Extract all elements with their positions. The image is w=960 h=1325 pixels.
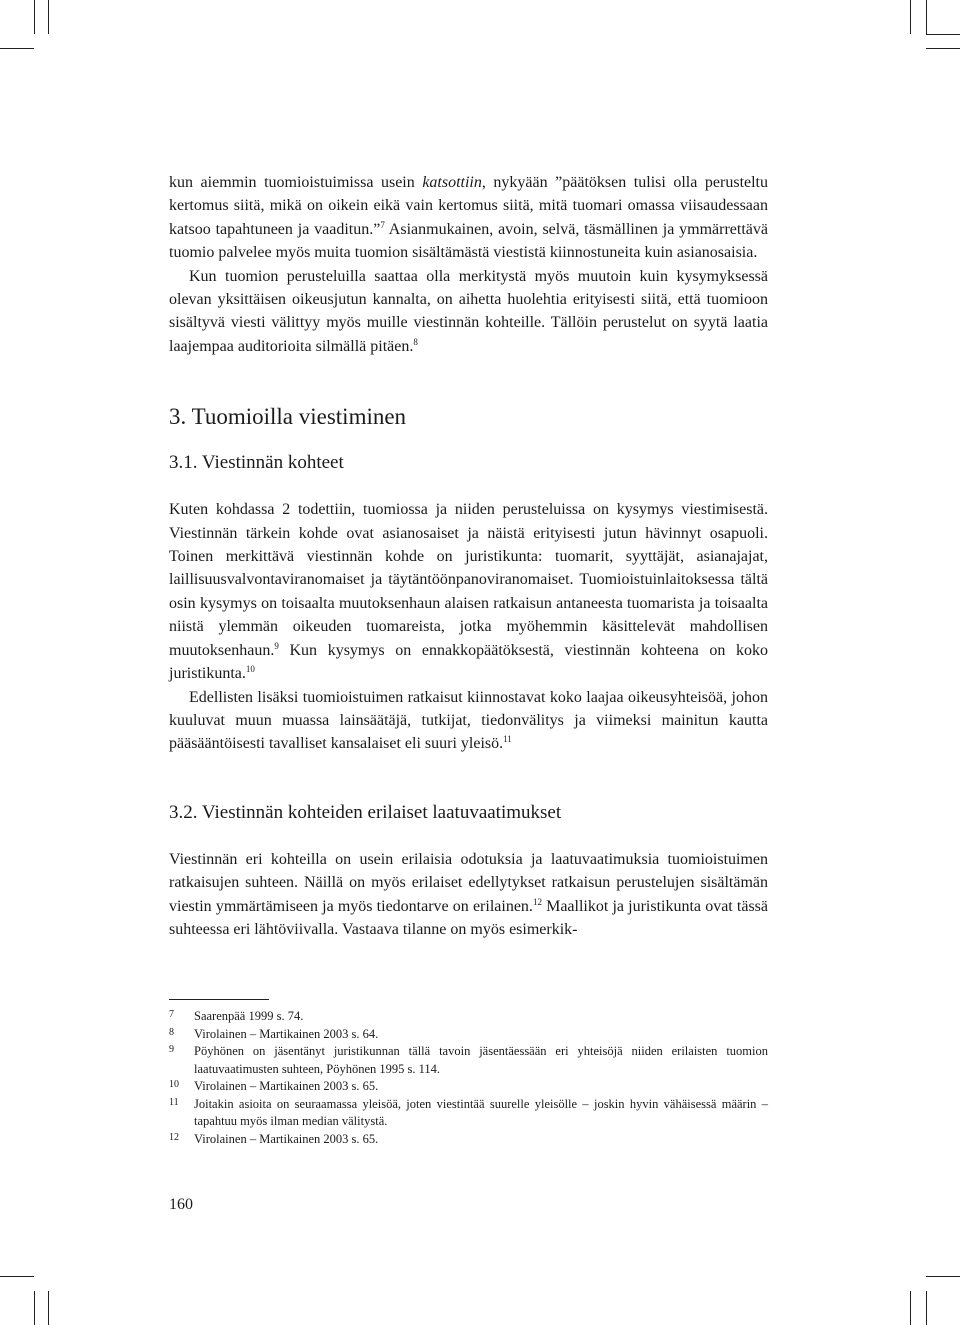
footnote-number: 10 <box>169 1079 179 1090</box>
crop-mark-top-right-v <box>910 0 911 34</box>
crop-mark-top-left-v <box>34 0 35 34</box>
footnote-text: Saarenpää 1999 s. 74. <box>194 1009 304 1023</box>
footnote-ref[interactable]: 9 <box>274 640 279 651</box>
footnote <box>169 1026 768 1044</box>
footnote <box>169 1043 768 1078</box>
footnotes <box>169 1008 768 1148</box>
crop-mark-top-left-h <box>0 48 34 49</box>
footnote-number: 7 <box>169 1009 174 1020</box>
footnote <box>169 1131 768 1149</box>
crop-mark-top-right-v2 <box>926 0 927 34</box>
footnote-number: 9 <box>169 1044 174 1055</box>
footnote-ref[interactable]: 10 <box>245 664 255 675</box>
subsection-heading-3-2: 3.2. Viestinnän kohteiden erilaiset laatuvaatimukset <box>169 801 562 823</box>
footnote-divider <box>169 999 269 1000</box>
footnote-ref[interactable]: 8 <box>413 336 418 347</box>
footnote-text: Joitakin asioita on seuraamassa yleisöä, joten viestintää suurelle yleisölle – joskin hyvin vähäisessä määrin – tapahtuu myös ilman median välitystä. <box>194 1096 768 1128</box>
crop-mark-bottom-right-h <box>926 1276 960 1277</box>
paragraph-laatuvaatimukset: Viestinnän eri kohteilla on usein erilaisia odotuksia ja laatuvaatimuksia tuomioistuimen ratkaisujen suhteen. Näillä on myös erilaiset edellytykset ratkaisun perustelujen sisältämän viestin ymmärtämiseen ja myös tiedontarve on erilainen.$^{12}$ Maallikot ja juristikunta ovat tässä suhteessa eri lähtöviivalla. Vastaava tilanne on myös esimerkik- <box>169 850 768 938</box>
crop-mark-bottom-left-v <box>34 1291 35 1325</box>
crop-mark-top-right-h2 <box>926 48 960 49</box>
footnote <box>169 1096 768 1131</box>
paragraph-oikeusyhteiso: Edellisten lisäksi tuomioistuimen ratkaisut kiinnostavat koko laajaa oikeusyhteisöä, johon kuuluvat muun muassa lainsäätäjä, tutkijat, tiedonvälitys ja viimeksi mainitun kautta pääsääntöisesti tavalliset kansalaiset eli suuri yleisö.$^{11}$ <box>169 688 768 753</box>
paragraph-viestinnan-kohteet: Kuten kohdassa 2 todettiin, tuomiossa ja niiden perusteluissa on kysymys viestimisestä. Viestinnän tärkein kohde ovat asianosaiset ja näistä erityisesti jutun hävinnyt osapuoli. Toinen merkittävä viestinnän kohde on juristikunta: tuomarit, syyttäjät, asianajajat, laillisuusvalvontaviranomaiset ja täytäntöönpanoviranomaiset. Tuomioistuinlaitoksessa tältä osin kysymys on toisaalta muutoksenhaun alaisen ratkaisun antaneesta tuomarista ja toisaalta niistä ylemmän oikeuden tuomareista, jotka myöhemmin käsittelevät mahdollisen muutoksenhaun.$^9$ Kun kysymys on ennakkopäätöksestä, viestinnän kohteena on koko juristikunta.$^{10}$ <box>169 501 768 683</box>
subsection-heading-3-1: 3.1. Viestinnän kohteet <box>169 452 344 474</box>
paragraph-intro: kun aiemmin tuomioistuimissa usein katsottiin, nykyään ”päätöksen tulisi olla perusteltu kertomus siitä, mikä on oikein eikä vain kertomus siitä, mitä tuomari omassa viisaudessaan katsoo tapahtuneen ja vaaditun.”$^7$ Asianmukainen, avoin, selvä, täsmällinen ja ymmärrettävä tuomio palvelee myös muita tuomion sisältämästä viestistä kiinnostuneita kuin asianosaisia. <box>169 174 769 262</box>
crop-mark-bottom-right-v <box>910 1291 911 1325</box>
footnote-text: Virolainen – Martikainen 2003 s. 65. <box>194 1079 379 1093</box>
paragraph-perustelut: Kun tuomion perusteluilla saattaa olla merkitystä myös muutoin kuin kysymyksessä olevan yksittäisen oikeusjutun kannalta, on aihetta huolehtia erityisesti siitä, että tuomioon sisältyvä viesti välittyy myös muille viestinnän kohteille. Tällöin perustelut on syytä laatia laajempaa auditorioita silmällä pitäen.$^8$ <box>169 267 768 355</box>
footnote-number: 8 <box>169 1026 174 1038</box>
emphasis-text: katsottiin <box>422 174 482 191</box>
crop-mark-bottom-right-v2 <box>926 1291 927 1325</box>
page-number: 160 <box>169 1196 193 1213</box>
crop-mark-bottom-left-h <box>0 1276 34 1277</box>
footnote-text: Virolainen – Martikainen 2003 s. 64. <box>194 1026 379 1041</box>
footnote <box>169 1008 768 1026</box>
page-content <box>169 171 768 941</box>
footnote-text: Pöyhönen on jäsentänyt juristikunnan tällä tavoin jäsentäessään eri yhteisöjä niiden erilaisten tuomion laatuvaatimusten suhteen, Pöyhönen 1995 s. 114. <box>194 1044 768 1076</box>
footnote-number: 11 <box>169 1096 179 1108</box>
crop-mark-top-right-h <box>926 34 960 35</box>
crop-mark-top-left-v2 <box>48 0 49 34</box>
footnote-ref[interactable]: 11 <box>503 734 512 745</box>
section-heading: 3. Tuomioilla viestiminen <box>169 404 407 430</box>
footnote-ref[interactable]: 7 <box>380 219 385 230</box>
footnote-ref[interactable]: 12 <box>532 896 542 907</box>
footnote-number: 12 <box>169 1131 179 1143</box>
footnote-text: Virolainen – Martikainen 2003 s. 65. <box>194 1131 379 1146</box>
crop-mark-bottom-left-v2 <box>48 1291 49 1325</box>
footnote <box>169 1078 768 1096</box>
